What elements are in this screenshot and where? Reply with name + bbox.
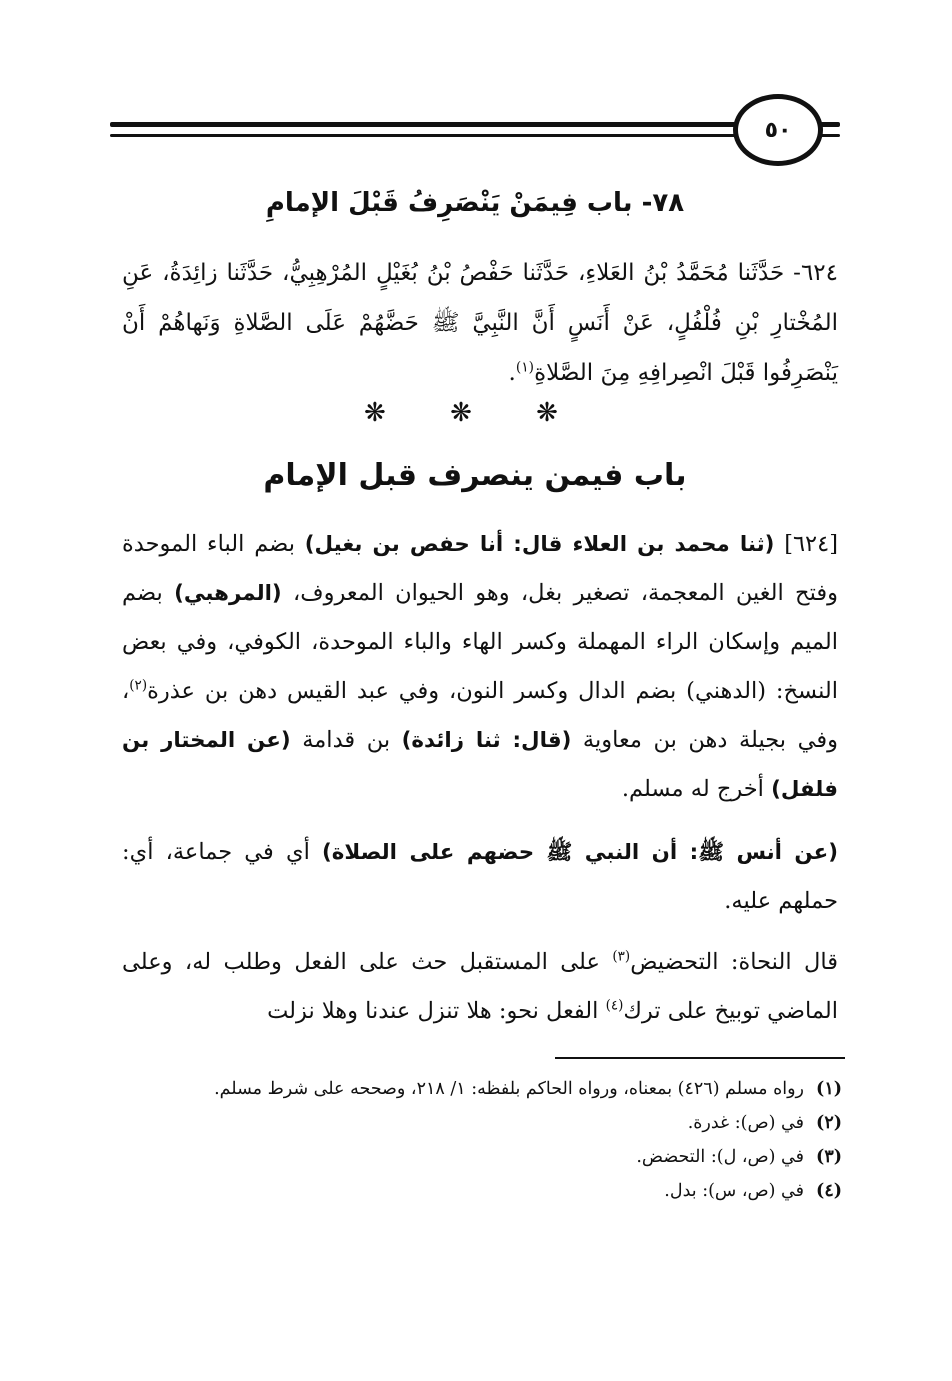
- commentary-quote: (ثنا محمد بن العلاء قال: أنا حفص بن بغيل): [304, 532, 775, 557]
- commentary-text: على المستقبل حث على الفعل وطلب له، وعلى الماضي توبيخ على ترك: [122, 949, 838, 1024]
- commentary-quote: (قال: ثنا زائدة): [401, 728, 572, 753]
- header-rule-bottom: [110, 134, 840, 137]
- footnote-ref-3[interactable]: (٣): [612, 948, 631, 965]
- footnote-ref-2[interactable]: (٢): [129, 677, 148, 694]
- commentary-paragraph-3: [122, 938, 838, 1036]
- commentary-text: بن قدامة: [290, 727, 402, 753]
- footnote-number: (٢): [816, 1113, 842, 1133]
- commentary-text: ، وفي بجيلة دهن بن معاوية: [122, 678, 839, 753]
- page-number: ٥٠: [764, 117, 792, 143]
- page-number-badge: [733, 94, 823, 166]
- hadith-end: .: [508, 360, 516, 386]
- footnote-number: (٤): [816, 1181, 842, 1201]
- footnote-ref-1[interactable]: (١): [515, 359, 535, 376]
- commentary-text: بضم الميم وإسكان الراء المهملة وكسر الهاء والباء الموحدة، الكوفي، وفي بعض النسخ: (الدهني) بضم الدال وكسر النون، وفي عبد القيس دهن بن عذرة: [122, 580, 838, 704]
- footnote-divider: [555, 1057, 845, 1059]
- footnote-number: (١): [816, 1079, 842, 1099]
- footnote-ref-4[interactable]: (٤): [605, 997, 624, 1014]
- hadith-number: ٦٢٤-: [793, 260, 839, 286]
- commentary-text: قال النحاة: التحضيض: [630, 949, 838, 975]
- commentary-heading: باب فيمن ينصرف قبل الإمام: [263, 458, 687, 493]
- footnote-item: [122, 1106, 842, 1140]
- commentary-text: الفعل نحو: هلا تنزل عندنا وهلا نزلت: [267, 998, 606, 1024]
- chapter-heading: ٧٨- باب فِيمَنْ يَنْصَرِفُ قَبْلَ الإمامِ: [265, 188, 685, 218]
- commentary-quote: (المرهبي): [174, 581, 282, 606]
- footnote-item: [122, 1140, 842, 1174]
- commentary-paragraph-1: [122, 520, 838, 814]
- footnote-item: [122, 1174, 842, 1208]
- footnotes: [122, 1072, 842, 1208]
- footnote-text: في (ص، س): بدل.: [664, 1181, 804, 1201]
- separator-stars: ❋ ❋ ❋: [364, 398, 586, 428]
- footnote-text: رواه مسلم (٤٢٦) بمعناه، ورواه الحاكم بلفظه: ١/ ٢١٨، وصححه على شرط مسلم.: [214, 1079, 804, 1099]
- commentary-text: أي في جماعة، أي: حملهم عليه.: [122, 839, 838, 914]
- commentary-number: [٦٢٤]: [784, 531, 839, 557]
- footnote-text: في (ص، ل): التحضض.: [636, 1147, 804, 1167]
- commentary-text: بضم الباء الموحدة وفتح الغين المعجمة، تصغير بغل، وهو الحيوان المعروف،: [122, 531, 838, 606]
- commentary-quote: (عن أنس ﷺ: أن النبي ﷺ حضهم على الصلاة): [322, 840, 839, 865]
- commentary-paragraph-2: [122, 828, 838, 926]
- header-rule-top: [110, 122, 840, 127]
- hadith-text: حَدَّثَنا مُحَمَّدُ بْنُ العَلاءِ، حَدَّثَنا حَفْصُ بْنُ بُغَيْلٍ المُرْهِبِيُّ، حَدَّثَنا زائِدَةُ، عَنِ المُخْتارِ بْنِ فُلْفُلٍ، عَنْ أَنَسٍ أَنَّ النَّبِيَّ ﷺ حَضَّهُمْ عَلَى الصَّلاةِ وَنَهاهُمْ أَنْ يَنْصَرِفُوا قَبْلَ انْصِرافِهِ مِنَ الصَّلاةِ: [122, 260, 838, 386]
- commentary-quote: (عن المختار بن فلفل): [122, 728, 838, 802]
- footnote-item: [122, 1072, 842, 1106]
- hadith-paragraph: [122, 248, 838, 398]
- commentary-text: أخرج له مسلم.: [621, 776, 772, 802]
- footnote-number: (٣): [816, 1147, 842, 1167]
- footnote-text: في (ص): غدرة.: [687, 1113, 804, 1133]
